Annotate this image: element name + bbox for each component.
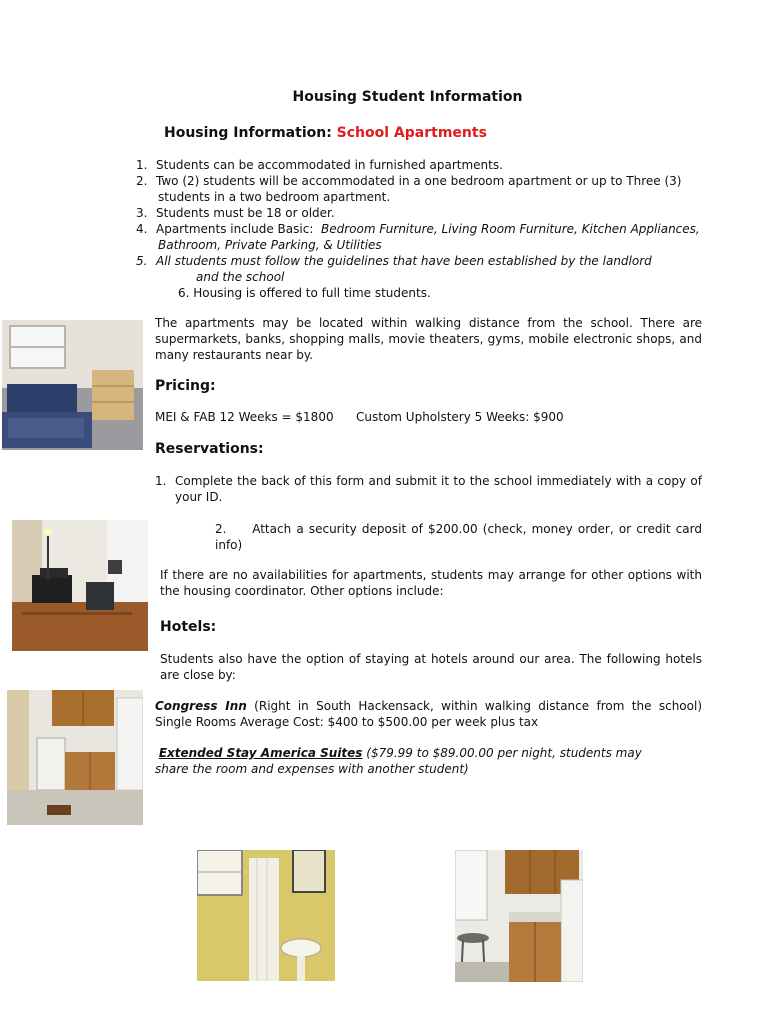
housing-list: [136, 157, 706, 301]
list-item-continued: students in a two bedroom apartment.: [158, 190, 391, 204]
hotel-extended-stay: Extended Stay America Suites ($79.99 to $89.00.00 per night, students may share the room and expenses with another student): [155, 746, 642, 776]
pricing-item-upholstery: Custom Upholstery 5 Weeks: $900: [356, 410, 564, 424]
pricing-heading: Pricing:: [155, 378, 216, 394]
bathroom-photo: [197, 850, 335, 981]
kitchen-2-photo: [455, 850, 583, 982]
living-room-photo: [12, 520, 148, 651]
list-item: 5. All students must follow the guidelines that have been established by the landlord: [136, 254, 652, 268]
list-item: 4. Apartments include Basic: Bedroom Furniture, Living Room Furniture, Kitchen Appliances,: [136, 222, 700, 236]
reservation-step-2: 2. Attach a security deposit of $200.00 (check, money order, or credit card info): [215, 522, 702, 552]
list-item: 6. Housing is offered to full time students.: [178, 286, 431, 300]
hotels-heading: Hotels:: [160, 619, 217, 635]
page-title: Housing Student Information: [292, 89, 523, 105]
hotel-name: Congress Inn: [155, 699, 247, 713]
housing-type: School Apartments: [336, 125, 487, 141]
kitchen-photo: [7, 690, 143, 825]
hotel-congress-inn: Congress Inn (Right in South Hackensack, within walking distance from the school) Single Rooms Average Cost: $400 to $500.00 per week plus tax: [155, 699, 702, 729]
reservations-heading: Reservations:: [155, 441, 264, 457]
reservation-step-1: 1. Complete the back of this form and submit it to the school immediately with a copy of your ID.: [155, 474, 702, 504]
bedroom-photo: [2, 320, 143, 450]
reservation-note: If there are no availabilities for apartments, students may arrange for other options with the housing coordinator. Other options include:: [160, 568, 702, 598]
list-item: 3. Students must be 18 or older.: [136, 206, 335, 220]
housing-info-label: Housing Information:: [164, 125, 332, 141]
list-item: 1. Students can be accommodated in furnished apartments.: [136, 158, 503, 172]
hotel-name: Extended Stay America Suites: [158, 746, 363, 760]
hotels-intro: Students also have the option of staying at hotels around our area. The following hotels are close by:: [160, 652, 702, 682]
list-item-continued: and the school: [196, 270, 285, 284]
list-item-continued: Bathroom, Private Parking, & Utilities: [158, 238, 382, 252]
location-paragraph: The apartments may be located within walking distance from the school. There are supermarkets, banks, shopping malls, movie theaters, gyms, mobile electronic shops, and many restaurants near by.: [155, 316, 702, 362]
list-item: 2. Two (2) students will be accommodated in a one bedroom apartment or up to Three (3): [136, 174, 682, 188]
housing-info-heading: [164, 125, 487, 141]
pricing-item-mei-fab: MEI & FAB 12 Weeks = $1800: [155, 410, 334, 424]
